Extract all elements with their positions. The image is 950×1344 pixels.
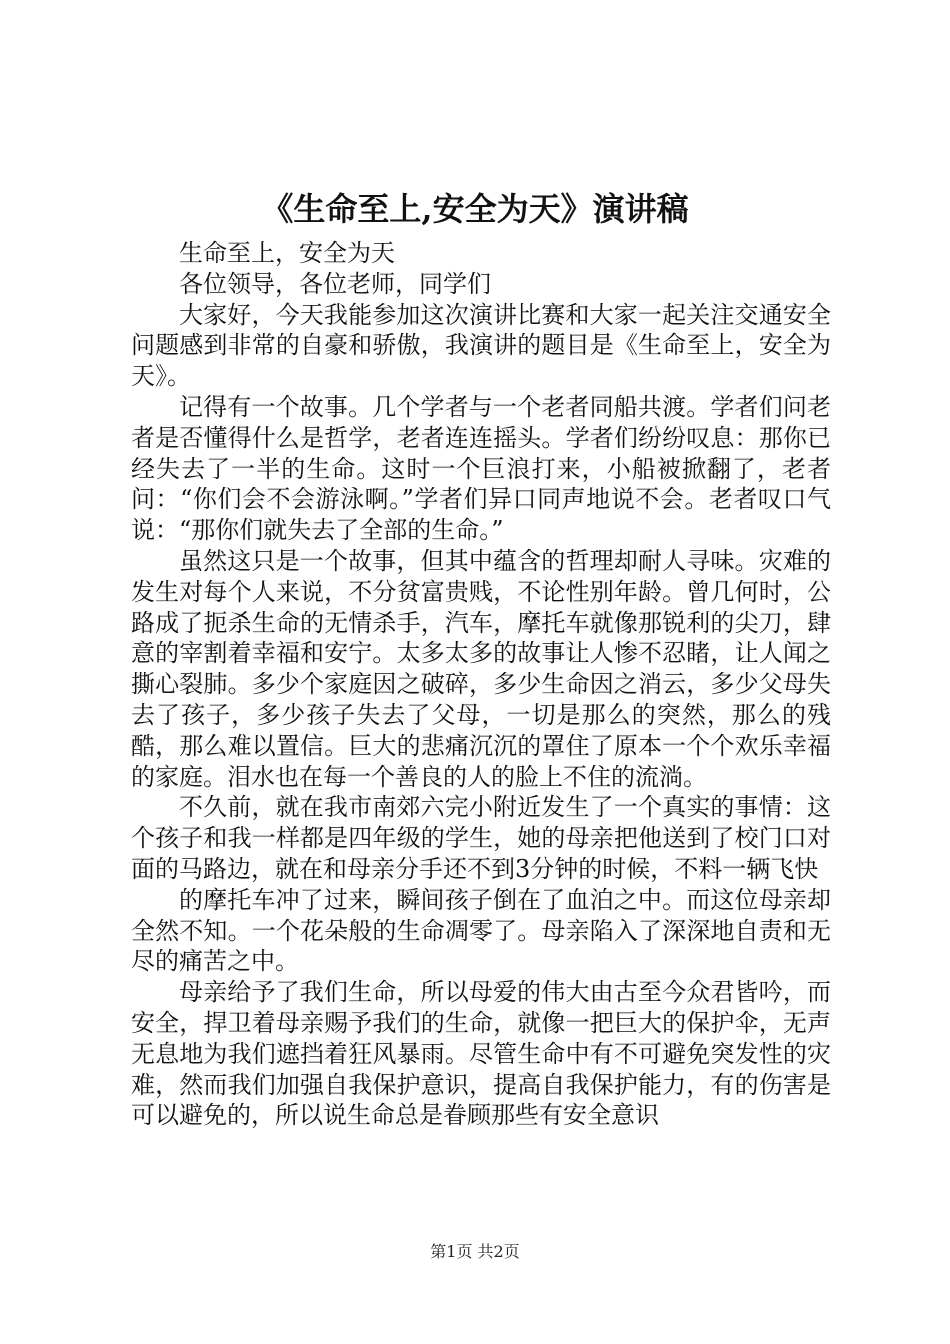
page-footer: 第1页 共2页 — [430, 1242, 520, 1261]
document-title: 《生命至上,安全为天》演讲稿 — [261, 190, 689, 228]
paragraph: 母亲给予了我们生命，所以母爱的伟大由古至今众君皆吟，而安全，捍卫着母亲赐予我们的生命，就像一把巨大的保护伞，无声无息地为我们遮挡着狂风暴雨。尽管生命中有不可避免突发性的灾难，然而我们加强自我保护意识，提高自我保护能力，有的伤害是可以避免的，所以说生命总是眷顾那些有安全意识 — [131, 978, 831, 1130]
document-body — [131, 238, 831, 1131]
paragraph: 不久前，就在我市南郊六完小附近发生了一个真实的事情：这个孩子和我一样都是四年级的学生，她的母亲把他送到了校门口对面的马路边，就在和母亲分手还不到3分钟的时候，不料一辆飞快 — [131, 793, 831, 883]
paragraph-subtitle: 生命至上，安全为天 — [179, 239, 395, 267]
paragraph: 虽然这只是一个故事，但其中蕴含的哲理却耐人寻味。灾难的发生对每个人来说，不分贫富贵贱，不论性别年龄。曾几何时，公路成了扼杀生命的无情杀手，汽车，摩托车就像那锐利的尖刀，肆意的宰割着幸福和安宁。太多太多的故事让人惨不忍睹，让人闻之撕心裂肺。多少个家庭因之破碎，多少生命因之消云，多少父母失去了孩子，多少孩子失去了父母，一切是那么的突然，那么的残酷，那么难以置信。巨大的悲痛沉沉的罩住了原本一个个欢乐幸福的家庭。泪水也在每一个善良的人的脸上不住的流淌。 — [131, 546, 831, 791]
paragraph: 记得有一个故事。几个学者与一个老者同船共渡。学者们问老者是否懂得什么是哲学，老者连连摇头。学者们纷纷叹息：那你已经失去了一半的生命。这时一个巨浪打来，小船被掀翻了，老者问：“你们会不会游泳啊。”学者们异口同声地说不会。老者叹口气说：“那你们就失去了全部的生命。” — [131, 392, 831, 545]
paragraph: 的摩托车冲了过来，瞬间孩子倒在了血泊之中。而这位母亲却全然不知。一个花朵般的生命凋零了。母亲陷入了深深地自责和无尽的痛苦之中。 — [131, 885, 831, 976]
paragraph-greeting: 各位领导，各位老师，同学们 — [179, 269, 491, 298]
paragraph: 大家好，今天我能参加这次演讲比赛和大家一起关注交通安全问题感到非常的自豪和骄傲，我演讲的题目是《生命至上，安全为天》。 — [131, 300, 831, 391]
